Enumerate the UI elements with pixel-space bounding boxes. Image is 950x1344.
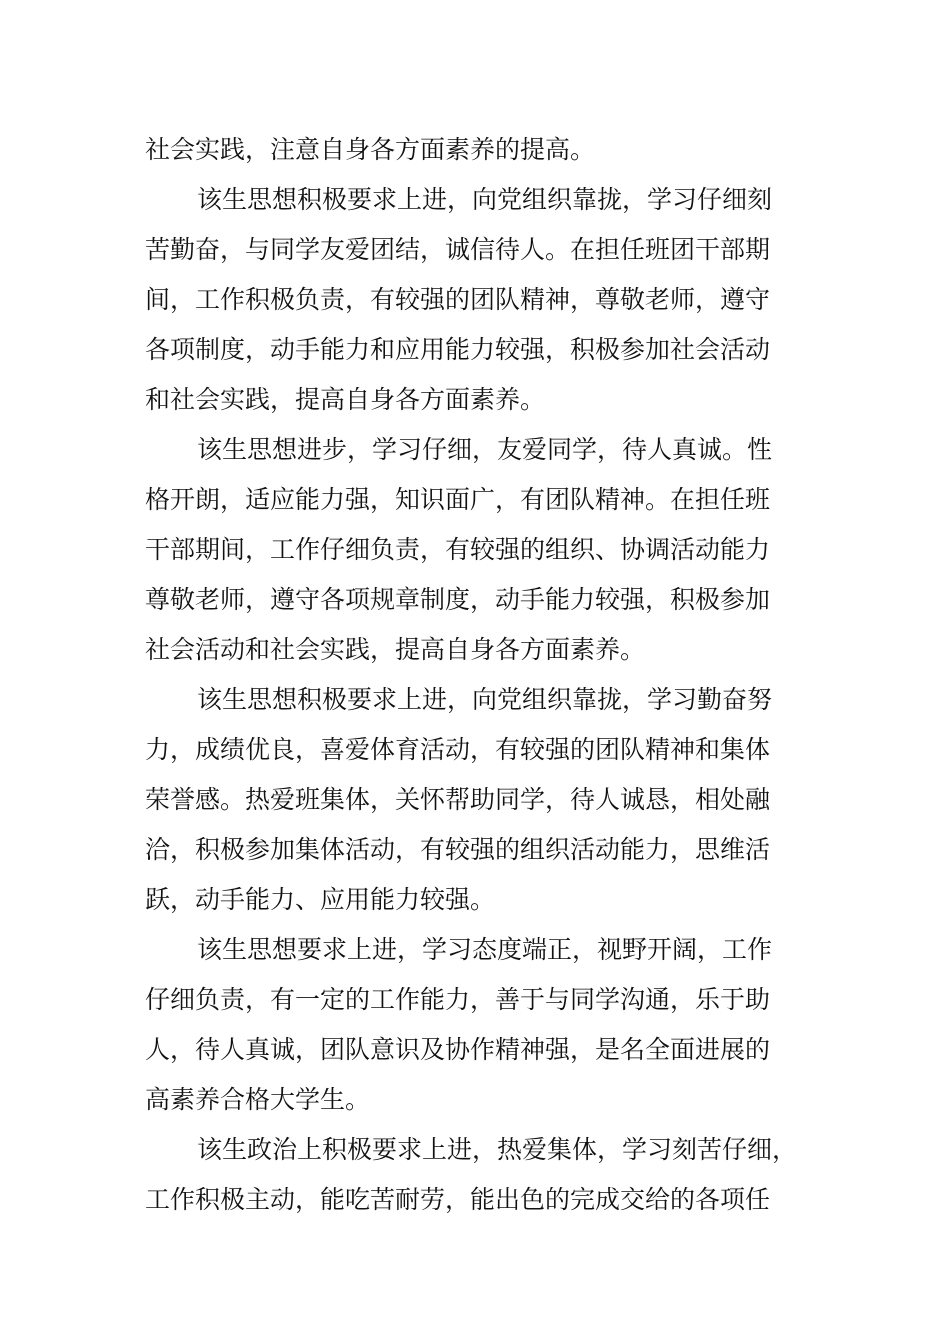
text-line: 干部期间，工作仔细负责，有较强的组织、协调活动能力 (145, 535, 771, 564)
text-line: 跃，动手能力、应用能力较强。 (145, 885, 496, 914)
text-line: 间，工作积极负责，有较强的团队精神，尊敬老师，遵守 (145, 285, 771, 314)
text-line: 工作积极主动，能吃苦耐劳，能出色的完成交给的各项任 (145, 1185, 771, 1214)
text-line: 格开朗，适应能力强，知识面广，有团队精神。在担任班 (145, 485, 771, 514)
paragraph-first-line: 该生思想进步，学习仔细，友爱同学，待人真诚。性 (197, 435, 773, 464)
text-line: 社会活动和社会实践，提高自身各方面素养。 (145, 635, 646, 664)
text-line: 尊敬老师，遵守各项规章制度，动手能力较强，积极参加 (145, 585, 771, 614)
paragraph-first-line: 该生思想要求上进，学习态度端正，视野开阔，工作 (197, 935, 773, 964)
text-line: 人，待人真诚，团队意识及协作精神强，是名全面进展的 (145, 1035, 771, 1064)
text-line: 苦勤奋，与同学友爱团结，诚信待人。在担任班团干部期 (145, 235, 771, 264)
text-line: 洽，积极参加集体活动，有较强的组织活动能力，思维活 (145, 835, 771, 864)
text-line: 力，成绩优良，喜爱体育活动，有较强的团队精神和集体 (145, 735, 771, 764)
paragraph-first-line: 该生政治上积极要求上进，热爱集体，学习刻苦仔细， (197, 1135, 798, 1164)
text-line: 高素养合格大学生。 (145, 1085, 371, 1114)
text-line: 社会实践，注意自身各方面素养的提高。 (145, 135, 596, 164)
text-line: 荣誉感。热爱班集体，关怀帮助同学，待人诚恳，相处融 (145, 785, 771, 814)
paragraph-first-line: 该生思想积极要求上进，向党组织靠拢，学习仔细刻 (197, 185, 773, 214)
text-line: 仔细负责，有一定的工作能力，善于与同学沟通，乐于助 (145, 985, 771, 1014)
text-line: 和社会实践，提高自身各方面素养。 (145, 385, 546, 414)
paragraph-first-line: 该生思想积极要求上进，向党组织靠拢，学习勤奋努 (197, 685, 773, 714)
text-line: 各项制度，动手能力和应用能力较强，积极参加社会活动 (145, 335, 771, 364)
